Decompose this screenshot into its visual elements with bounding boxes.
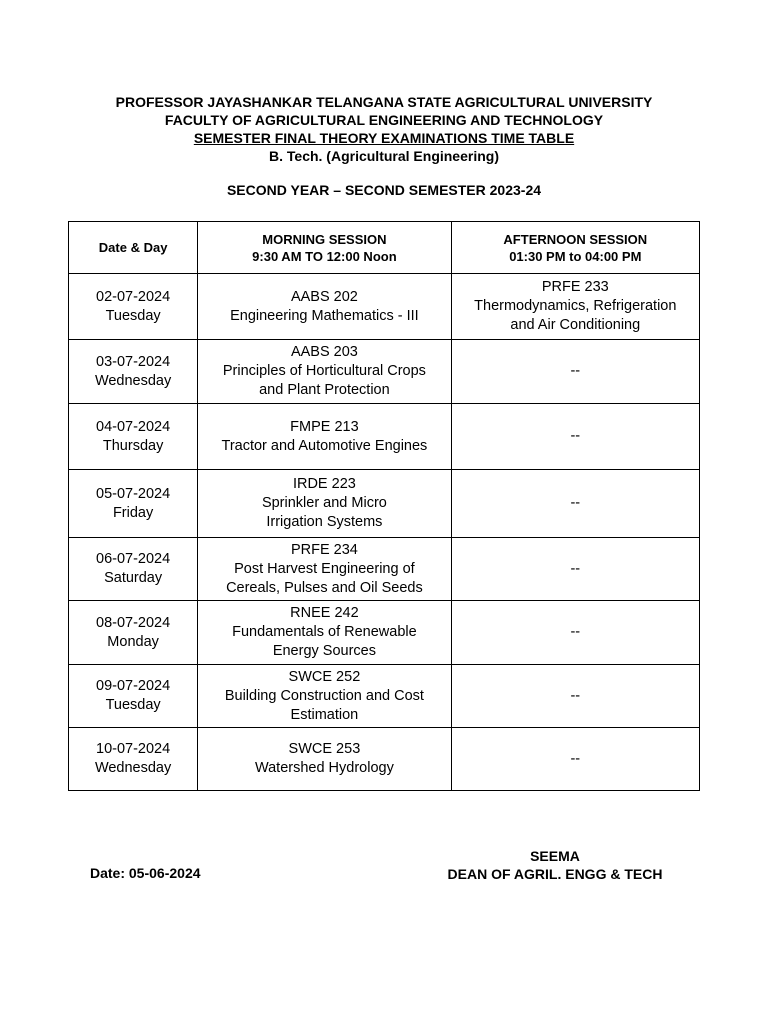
exam-day: Wednesday [94, 372, 172, 389]
date-day-cell [69, 538, 198, 601]
date-day-cell [69, 404, 198, 470]
morning-session-cell [198, 538, 451, 601]
morning-session-cell [198, 340, 451, 404]
course-code: PRFE 234 [290, 541, 358, 558]
signatory-name: SEEMA [530, 848, 580, 864]
timetable-body [69, 274, 700, 791]
morning-session-cell [198, 404, 451, 470]
column-header-time: 9:30 AM TO 12:00 Noon [252, 248, 397, 264]
table-row [69, 665, 700, 728]
course-code: PRFE 233 [541, 279, 609, 295]
course-code: AABS 203 [290, 344, 358, 360]
column-header-time: 01:30 PM to 04:00 PM [509, 248, 642, 264]
exam-date: 10-07-2024 [96, 741, 171, 757]
course-code: SWCE 252 [288, 668, 361, 685]
issue-date: Date: 05-06-2024 [90, 865, 201, 881]
column-header-afternoon [451, 222, 699, 274]
course-title-line: Watershed Hydrology [254, 760, 394, 776]
course-title-line: Energy Sources [272, 643, 376, 659]
exam-day: Monday [107, 633, 159, 650]
morning-session-cell [198, 728, 451, 791]
course-title-line: Thermodynamics, Refrigeration [474, 298, 677, 314]
afternoon-session-cell [451, 538, 699, 601]
course-title-line: Engineering Mathematics - III [230, 307, 419, 324]
exam-date: 04-07-2024 [96, 418, 171, 435]
column-header-morning [198, 222, 451, 274]
column-header-label: AFTERNOON SESSION [503, 231, 648, 247]
course-code: IRDE 223 [292, 476, 356, 492]
afternoon-session-cell [451, 274, 699, 340]
table-row [69, 470, 700, 538]
exam-day: Tuesday [105, 307, 161, 324]
timetable [68, 221, 700, 791]
exam-day: Friday [112, 504, 154, 521]
course-title-line: Estimation [290, 706, 359, 723]
exam-date: 05-07-2024 [96, 485, 171, 502]
course-code: RNEE 242 [290, 605, 359, 621]
course-title-line: Tractor and Automotive Engines [221, 437, 428, 454]
table-header-row [69, 222, 700, 274]
exam-day: Thursday [102, 437, 164, 454]
table-row [69, 274, 700, 340]
exam-date: 06-07-2024 [96, 551, 171, 567]
column-header-label: Date & Day [98, 240, 168, 255]
course-code: -- [570, 363, 581, 379]
semester-title: SECOND YEAR – SECOND SEMESTER 2023-24 [226, 182, 542, 198]
course-title-line: Cereals, Pulses and Oil Seeds [226, 579, 423, 596]
afternoon-session-cell [451, 470, 699, 538]
table-row [69, 728, 700, 791]
date-day-cell [69, 470, 198, 538]
course-code: -- [570, 495, 581, 511]
table-row [69, 601, 700, 665]
morning-session-cell [198, 601, 451, 665]
morning-session-cell [198, 665, 451, 728]
date-day-cell [69, 340, 198, 404]
date-day-cell [69, 728, 198, 791]
course-code: FMPE 213 [290, 418, 359, 435]
document-title: SEMESTER FINAL THEORY EXAMINATIONS TIME TABLE [193, 130, 575, 146]
table-row [69, 404, 700, 470]
course-title-line: Principles of Horticultural Crops [222, 363, 426, 379]
morning-session-cell [198, 274, 451, 340]
course-code: AABS 202 [290, 288, 358, 305]
date-day-cell [69, 274, 198, 340]
course-code: -- [570, 428, 581, 444]
course-code: -- [570, 687, 581, 704]
afternoon-session-cell [451, 404, 699, 470]
exam-date: 09-07-2024 [96, 678, 171, 694]
course-title-line: Irrigation Systems [266, 514, 383, 530]
afternoon-session-cell [451, 728, 699, 791]
afternoon-session-cell [451, 601, 699, 665]
date-day-cell [69, 601, 198, 665]
faculty-name: FACULTY OF AGRICULTURAL ENGINEERING AND TECHNOLOGY [164, 112, 604, 128]
course-code: -- [570, 624, 581, 640]
program-name: B. Tech. (Agricultural Engineering) [269, 148, 499, 164]
table-row [69, 340, 700, 404]
exam-day: Saturday [104, 570, 163, 586]
afternoon-session-cell [451, 340, 699, 404]
morning-session-cell [198, 470, 451, 538]
signatory-title: DEAN OF AGRIL. ENGG & TECH [447, 866, 663, 882]
course-code: -- [570, 560, 581, 577]
exam-date: 08-07-2024 [96, 614, 171, 631]
course-title-line: and Air Conditioning [510, 317, 641, 333]
course-title-line: Fundamentals of Renewable [232, 624, 417, 640]
column-header-label: MORNING SESSION [262, 231, 387, 247]
university-name: PROFESSOR JAYASHANKAR TELANGANA STATE AGRICULTURAL UNIVERSITY [115, 94, 653, 110]
document-header [0, 93, 768, 165]
date-day-cell [69, 665, 198, 728]
course-code: SWCE 253 [288, 741, 361, 757]
signature-block [430, 847, 680, 883]
course-title-line: Sprinkler and Micro [261, 495, 387, 511]
course-title-line: Building Construction and Cost [224, 687, 424, 704]
exam-date: 02-07-2024 [96, 288, 171, 305]
exam-day: Wednesday [94, 760, 172, 776]
table-row [69, 538, 700, 601]
course-code: -- [570, 750, 581, 767]
exam-date: 03-07-2024 [96, 353, 171, 370]
exam-day: Tuesday [105, 697, 161, 713]
course-title-line: Post Harvest Engineering of [234, 560, 415, 577]
afternoon-session-cell [451, 665, 699, 728]
course-title-line: and Plant Protection [259, 382, 390, 398]
column-header-date-day [69, 222, 198, 274]
